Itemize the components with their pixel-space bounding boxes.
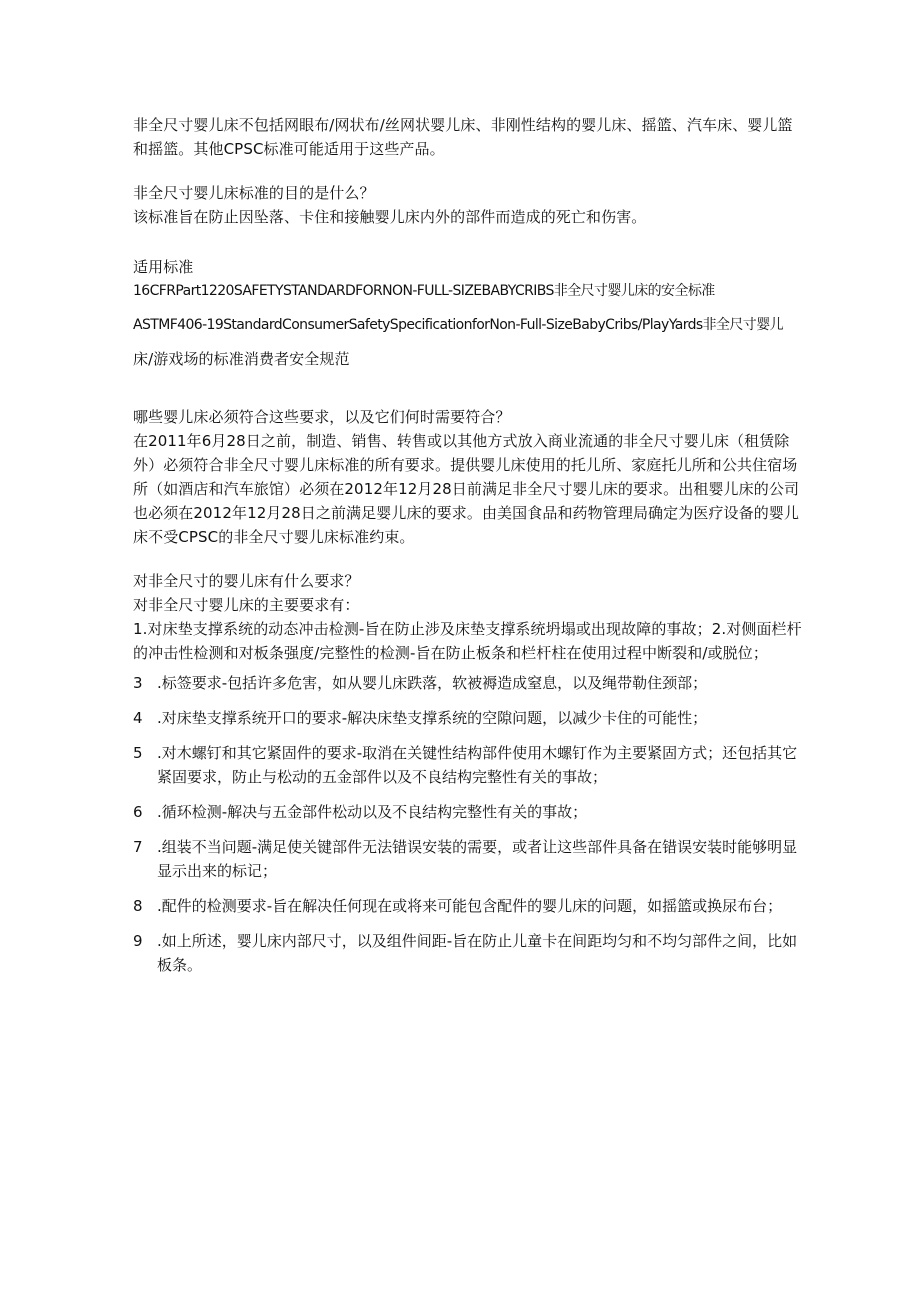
requirements-lead: 对非全尺寸婴儿床的主要要求有： [133,596,360,614]
compliance-answer: 在2011年6月28日之前，制造、销售、转售或以其他方式放入商业流通的非全尺寸婴儿床（租赁除外）必须符合非全尺寸婴儿床标准的所有要求。提供婴儿床使用的托儿所、家庭托儿所和公共住宿场所（如酒店和汽车旅馆）必须在2012年12月28日前满足非全尺寸婴儿床的要求。出租婴儿床的公司也必须在2012年12月28日之前满足婴儿床的要求。由美国食品和药物管理局确定为医疗设备的婴儿床不受CPSC的非全尺寸婴儿床标准约束。 [133,432,800,546]
compliance-question: 哪些婴儿床必须符合这些要求，以及它们何时需要符合？ [133,408,511,426]
list-item-text: .配件的检测要求-旨在解决任何现在或将来可能包含配件的婴儿床的问题，如摇篮或换尿布台； [157,897,783,915]
list-item-number: 6 [133,803,143,821]
list-item [133,835,805,883]
document-page [133,113,805,977]
list-item-number: 8 [133,897,143,915]
list-item [133,671,805,695]
list-item [133,741,805,789]
list-item [133,800,805,824]
list-item-text: .如上所述，婴儿床内部尺寸，以及组件间距-旨在防止儿童卡在间距均匀和不均匀部件之间，比如板条。 [157,932,798,974]
list-item [133,706,805,730]
list-item-number: 7 [133,838,143,856]
purpose-question: 非全尺寸婴儿床标准的目的是什么？ [133,184,375,202]
standard-astm-continued: 床/游戏场的标准消费者安全规范 [133,350,350,368]
list-item [133,894,805,918]
list-item-text: .对床垫支撑系统开口的要求-解决床垫支撑系统的空隙问题，以减少卡住的可能性； [157,709,708,727]
requirements-items-1-2: 1.对床垫支撑系统的动态冲击检测-旨在防止涉及床垫支撑系统坍塌或出现故障的事故；2.对侧面栏杆的冲击性检测和对板条强度/完整性的检测-旨在防止板条和栏杆柱在使用过程中断裂和/或脱位； [133,620,802,662]
purpose-answer: 该标准旨在防止因坠落、卡住和接触婴儿床内外的部件而造成的死亡和伤害。 [133,208,647,226]
list-item-text: .对木螺钉和其它紧固件的要求-取消在关键性结构部件使用木螺钉作为主要紧固方式；还包括其它紧固要求，防止与松动的五金部件以及不良结构完整性有关的事故； [157,744,798,786]
standard-astm: ASTMF406-19StandardConsumerSafetySpecificationforNon-Full-SizeBabyCribs/PlayYards非全尺寸婴儿 [133,317,783,333]
list-item [133,929,805,977]
list-item-text: .循环检测-解决与五金部件松动以及不良结构完整性有关的事故； [157,803,588,821]
list-item-number: 3 [133,674,143,692]
requirements-question: 对非全尺寸的婴儿床有什么要求？ [133,572,360,590]
list-item-number: 9 [133,932,143,950]
list-item-text: .标签要求-包括许多危害，如从婴儿床跌落，软被褥造成窒息，以及绳带勒住颈部； [157,674,708,692]
standard-cfr: 16CFRPart1220SAFETYSTANDARDFORNON-FULL-SIZEBABYCRIBS非全尺寸婴儿床的安全标准 [133,283,715,299]
intro-paragraph: 非全尺寸婴儿床不包括网眼布/网状布/丝网状婴儿床、非刚性结构的婴儿床、摇篮、汽车床、婴儿篮和摇篮。其他CPSC标准可能适用于这些产品。 [133,116,793,158]
standards-heading: 适用标准 [133,258,194,276]
list-item-number: 5 [133,744,143,762]
list-item-number: 4 [133,709,143,727]
list-item-text: .组装不当问题-满足使关键部件无法错误安装的需要，或者让这些部件具备在错误安装时能够明显显示出来的标记； [157,838,798,880]
